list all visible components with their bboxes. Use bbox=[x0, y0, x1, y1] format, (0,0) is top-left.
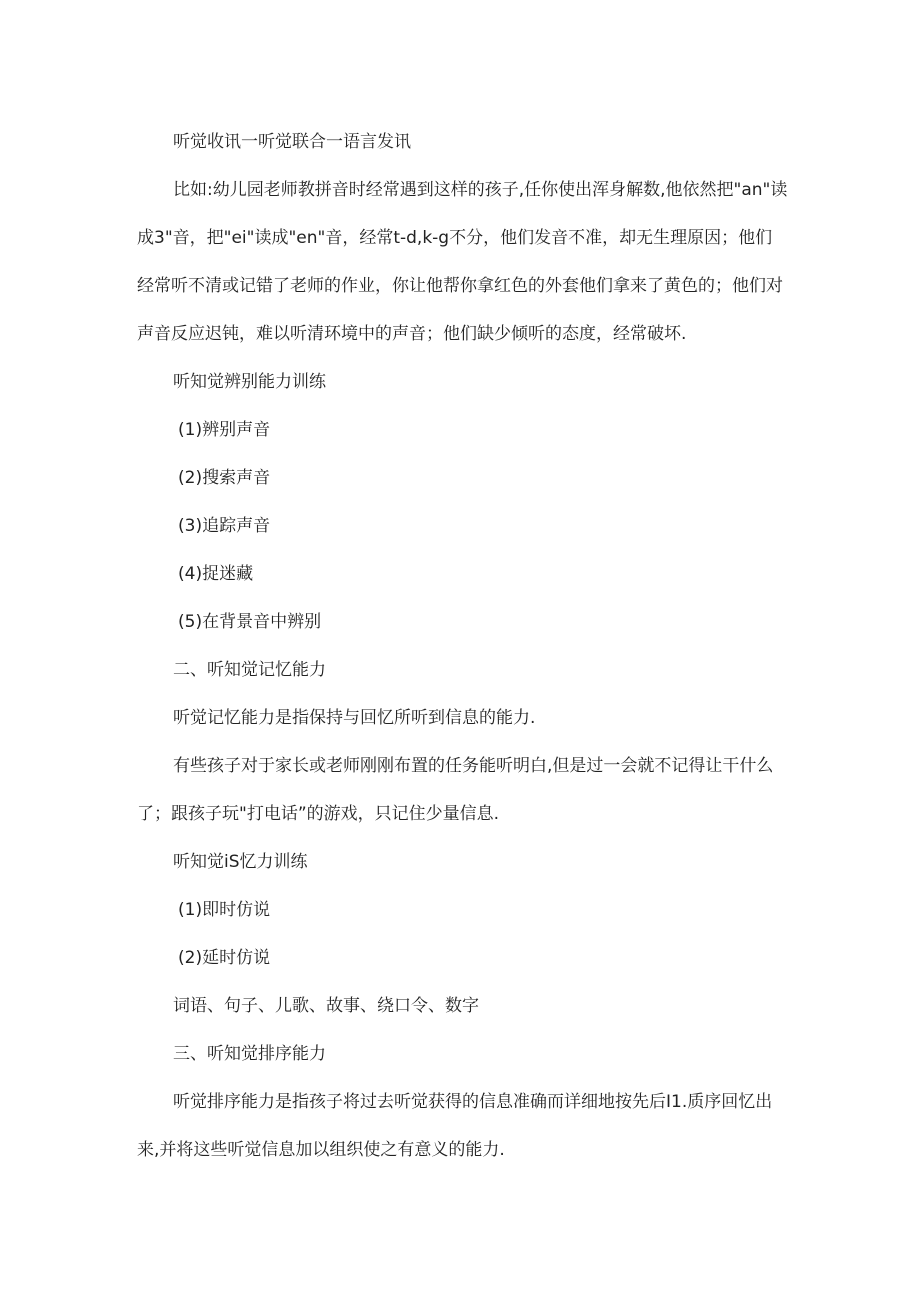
list-item: (2)延时仿说 bbox=[178, 948, 271, 968]
heading-discrimination-training: 听知觉辨别能力训练 bbox=[173, 372, 326, 392]
list-item: (4)捉迷藏 bbox=[178, 564, 254, 584]
list-item: (3)追踪声音 bbox=[178, 516, 271, 536]
paragraph-memory-definition: 听觉记忆能力是指保持与回忆所听到信息的能力. bbox=[173, 708, 536, 728]
heading-process-chain: 听觉收讯一听觉联合一语言发讯 bbox=[173, 132, 411, 152]
paragraph-content-types: 词语、句子、儿歌、故事、绕口令、数字 bbox=[173, 996, 479, 1016]
list-item: (5)在背景音中辨别 bbox=[178, 612, 322, 632]
list-item: (1)辨别声音 bbox=[178, 420, 271, 440]
section-heading-sequencing: 三、听知觉排序能力 bbox=[173, 1044, 326, 1064]
paragraph-sequencing-definition: 听觉排序能力是指孩子将过去听觉获得的信息准确而详细地按先后I1.质序回忆出来,并将这些听觉信息加以组织使之有意义的能力. bbox=[137, 1092, 773, 1160]
document-body bbox=[137, 118, 789, 1174]
paragraph-example: 比如:幼儿园老师教拼音时经常遇到这样的孩子,任你使出浑身解数,他依然把"an"读成3"音，把"ei"读成"en"音，经常t-d,k-g不分，他们发音不准，却无生理原因；他们经常听不清或记错了老师的作业，你让他帮你拿红色的外套他们拿来了黄色的；他们对声音反应迟钝，难以听清环境中的声音；他们缺少倾听的态度，经常破坏. bbox=[137, 180, 788, 344]
paragraph-memory-example: 有些孩子对于家长或老师刚刚布置的任务能听明白,但是过一会就不记得让干什么了；跟孩子玩"打电话”的游戏，只记住少量信息. bbox=[137, 756, 774, 824]
heading-memory-training: 听知觉iS忆力训练 bbox=[173, 852, 308, 872]
section-heading-memory: 二、听知觉记忆能力 bbox=[173, 660, 326, 680]
list-item: (1)即时仿说 bbox=[178, 900, 271, 920]
list-item: (2)搜索声音 bbox=[178, 468, 271, 488]
